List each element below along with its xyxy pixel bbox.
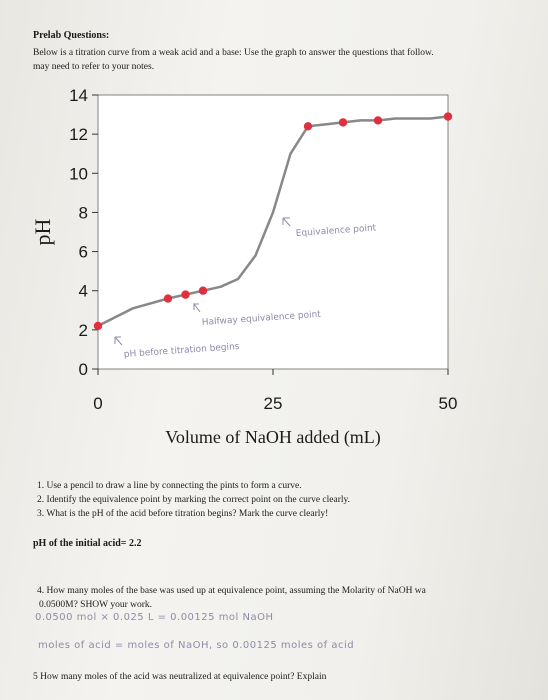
y-tick-label: 10 xyxy=(69,164,88,184)
x-tick-label: 0 xyxy=(93,394,103,413)
intro-line-2: may need to refer to your notes. xyxy=(33,62,155,72)
y-tick-label: 8 xyxy=(78,203,88,223)
data-point xyxy=(94,322,102,330)
data-point xyxy=(339,118,347,126)
y-tick-label: 0 xyxy=(78,360,88,379)
question-1: 1. Use a pencil to draw a line by connecting the pints to form a curve. xyxy=(37,481,302,491)
handwritten-work-line-2: moles of acid = moles of NaOH, so 0.00125 moles of acid xyxy=(38,640,355,651)
initial-ph-answer: pH of the initial acid= 2.2 xyxy=(33,538,142,549)
question-5: 5 How many moles of the acid was neutralized at equivalence point? Explain xyxy=(33,672,327,682)
y-tick-label: 4 xyxy=(78,281,88,301)
y-axis-label: pH xyxy=(30,218,55,246)
x-tick-label: 50 xyxy=(438,394,458,413)
question-4 xyxy=(37,584,542,612)
y-tick-label: 2 xyxy=(78,320,88,340)
question-4-line-1: 4. How many moles of the base was used up at equivalence point, assuming the Molarity of NaOH wa xyxy=(37,586,426,596)
x-axis-label: Volume of NaOH added (mL) xyxy=(165,427,381,447)
data-point xyxy=(304,122,312,130)
data-point xyxy=(199,287,207,295)
y-tick-label: 12 xyxy=(69,125,88,145)
intro-line-1: Below is a titration curve from a weak acid and a base: Use the graph to answer the questions that follow. xyxy=(33,48,434,58)
data-point xyxy=(164,294,172,302)
data-point xyxy=(181,290,189,298)
question-3: 3. What is the pH of the acid before titration begins? Mark the curve clearly! xyxy=(37,509,329,519)
plot-area xyxy=(98,95,448,369)
y-tick-label: 6 xyxy=(78,242,88,262)
annotation-initial: pH before titration begins xyxy=(123,341,240,360)
data-point xyxy=(444,112,452,120)
annotation-equivalence: Equivalence point xyxy=(295,223,377,239)
y-tick-label: 14 xyxy=(69,86,88,105)
question-4-line-2: 0.0500M? SHOW your work. xyxy=(39,600,153,610)
data-point xyxy=(374,116,382,124)
annotation-halfway: Halfway equivalence point xyxy=(201,309,322,328)
question-list xyxy=(37,479,350,521)
handwritten-work-line-1: 0.0500 mol × 0.025 L = 0.00125 mol NaOH xyxy=(35,612,274,623)
question-2: 2. Identify the equivalence point by marking the correct point on the curve clearly. xyxy=(37,495,351,505)
x-tick-label: 25 xyxy=(263,394,283,413)
page-heading: Prelab Questions: xyxy=(33,30,110,41)
